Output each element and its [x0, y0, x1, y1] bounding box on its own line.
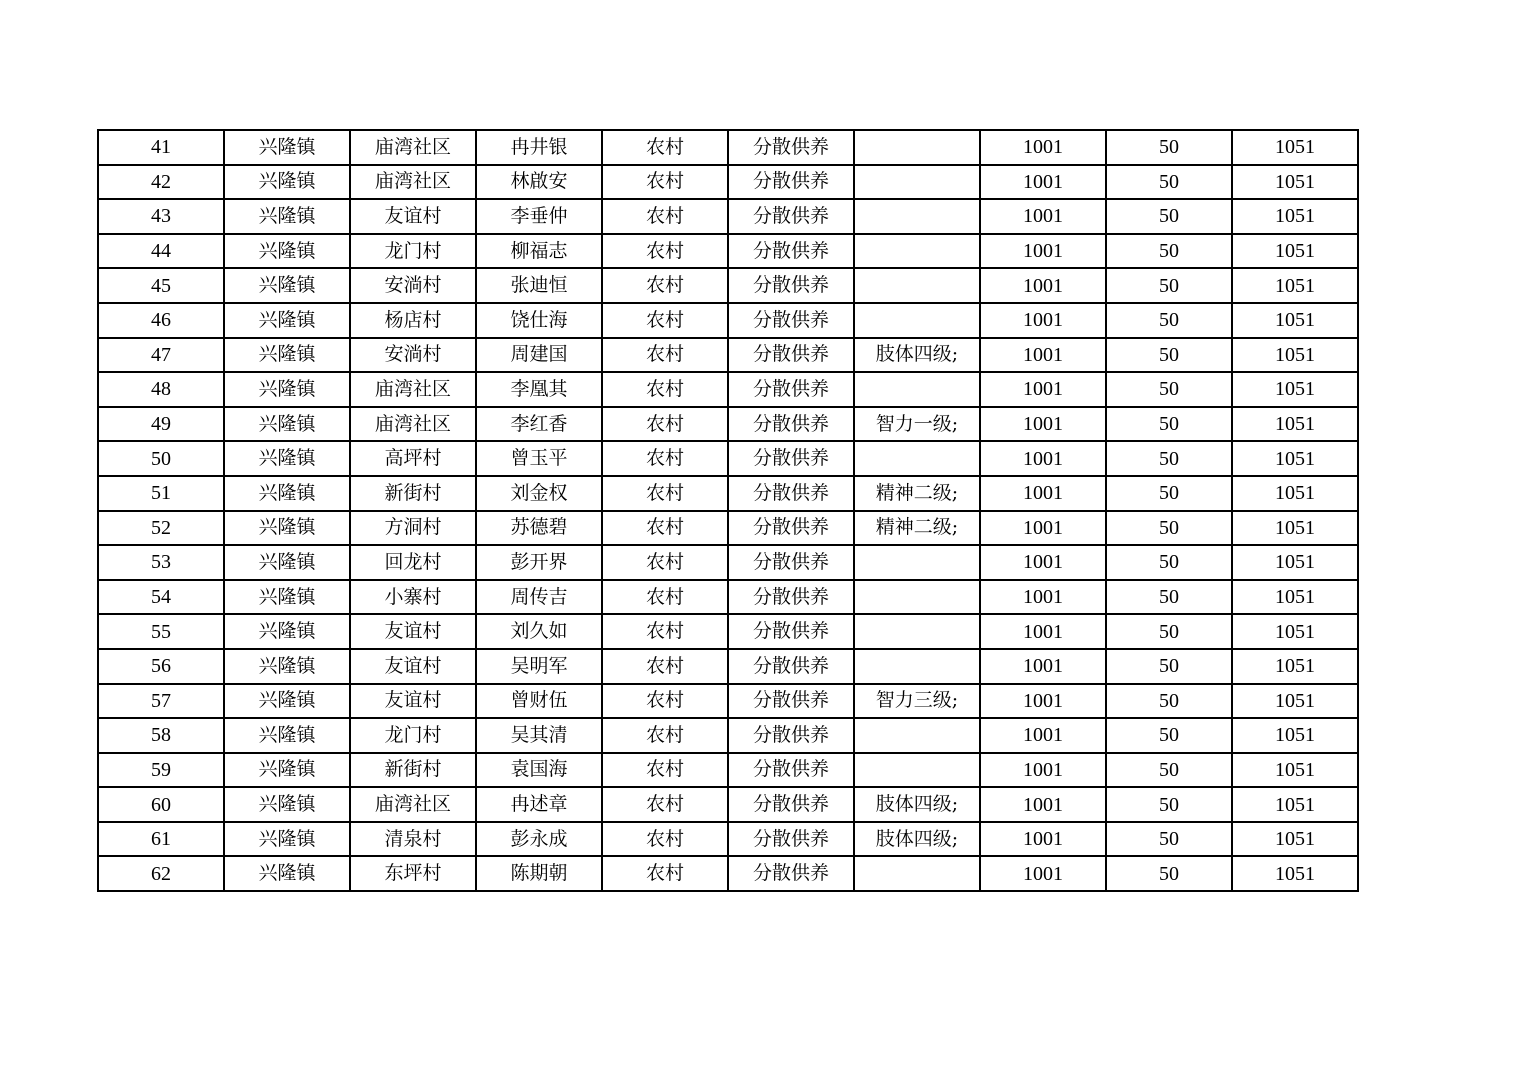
- cell-disability: 肢体四级;: [854, 787, 980, 822]
- cell-town: 兴隆镇: [224, 441, 350, 476]
- cell-base-amount: 1001: [980, 476, 1106, 511]
- cell-total-amount: 1051: [1232, 476, 1358, 511]
- cell-support-type: 分散供养: [728, 303, 854, 338]
- cell-household-type: 农村: [602, 718, 728, 753]
- cell-support-type: 分散供养: [728, 580, 854, 615]
- cell-village: 新街村: [350, 476, 476, 511]
- cell-support-type: 分散供养: [728, 718, 854, 753]
- cell-total-amount: 1051: [1232, 441, 1358, 476]
- cell-total-amount: 1051: [1232, 268, 1358, 303]
- cell-index: 60: [98, 787, 224, 822]
- cell-support-type: 分散供养: [728, 753, 854, 788]
- table-row: [98, 372, 1358, 407]
- cell-town: 兴隆镇: [224, 787, 350, 822]
- cell-extra-amount: 50: [1106, 165, 1232, 200]
- cell-extra-amount: 50: [1106, 787, 1232, 822]
- cell-support-type: 分散供养: [728, 476, 854, 511]
- cell-village: 新街村: [350, 753, 476, 788]
- cell-base-amount: 1001: [980, 407, 1106, 442]
- cell-village: 庙湾社区: [350, 787, 476, 822]
- cell-base-amount: 1001: [980, 753, 1106, 788]
- table-row: [98, 476, 1358, 511]
- cell-name: 曾玉平: [476, 441, 602, 476]
- table-row: [98, 165, 1358, 200]
- cell-base-amount: 1001: [980, 268, 1106, 303]
- cell-base-amount: 1001: [980, 718, 1106, 753]
- cell-index: 61: [98, 822, 224, 857]
- cell-household-type: 农村: [602, 822, 728, 857]
- cell-village: 小寨村: [350, 580, 476, 615]
- cell-support-type: 分散供养: [728, 130, 854, 165]
- table-row: [98, 614, 1358, 649]
- table-row: [98, 441, 1358, 476]
- table-row: [98, 787, 1358, 822]
- cell-support-type: 分散供养: [728, 856, 854, 891]
- cell-disability: [854, 268, 980, 303]
- cell-base-amount: 1001: [980, 130, 1106, 165]
- cell-village: 清泉村: [350, 822, 476, 857]
- cell-village: 庙湾社区: [350, 165, 476, 200]
- cell-household-type: 农村: [602, 614, 728, 649]
- cell-total-amount: 1051: [1232, 787, 1358, 822]
- cell-household-type: 农村: [602, 580, 728, 615]
- cell-disability: [854, 303, 980, 338]
- cell-village: 安淌村: [350, 338, 476, 373]
- roster-body: [98, 130, 1358, 891]
- cell-village: 庙湾社区: [350, 407, 476, 442]
- cell-disability: [854, 718, 980, 753]
- cell-town: 兴隆镇: [224, 130, 350, 165]
- table-row: [98, 511, 1358, 546]
- table-row: [98, 130, 1358, 165]
- cell-town: 兴隆镇: [224, 545, 350, 580]
- cell-extra-amount: 50: [1106, 822, 1232, 857]
- table-row: [98, 718, 1358, 753]
- table-row: [98, 234, 1358, 269]
- cell-total-amount: 1051: [1232, 303, 1358, 338]
- cell-town: 兴隆镇: [224, 165, 350, 200]
- cell-name: 周建国: [476, 338, 602, 373]
- cell-village: 回龙村: [350, 545, 476, 580]
- cell-index: 49: [98, 407, 224, 442]
- cell-name: 柳福志: [476, 234, 602, 269]
- cell-total-amount: 1051: [1232, 234, 1358, 269]
- cell-name: 苏德碧: [476, 511, 602, 546]
- cell-index: 52: [98, 511, 224, 546]
- cell-town: 兴隆镇: [224, 718, 350, 753]
- cell-total-amount: 1051: [1232, 372, 1358, 407]
- cell-base-amount: 1001: [980, 649, 1106, 684]
- cell-household-type: 农村: [602, 372, 728, 407]
- cell-support-type: 分散供养: [728, 787, 854, 822]
- cell-household-type: 农村: [602, 856, 728, 891]
- cell-total-amount: 1051: [1232, 545, 1358, 580]
- cell-name: 刘久如: [476, 614, 602, 649]
- cell-household-type: 农村: [602, 753, 728, 788]
- cell-household-type: 农村: [602, 684, 728, 719]
- cell-index: 56: [98, 649, 224, 684]
- table-row: [98, 268, 1358, 303]
- cell-household-type: 农村: [602, 787, 728, 822]
- cell-extra-amount: 50: [1106, 338, 1232, 373]
- cell-base-amount: 1001: [980, 684, 1106, 719]
- cell-extra-amount: 50: [1106, 407, 1232, 442]
- cell-disability: [854, 856, 980, 891]
- cell-name: 彭永成: [476, 822, 602, 857]
- cell-base-amount: 1001: [980, 165, 1106, 200]
- cell-household-type: 农村: [602, 407, 728, 442]
- cell-extra-amount: 50: [1106, 545, 1232, 580]
- cell-household-type: 农村: [602, 268, 728, 303]
- cell-village: 安淌村: [350, 268, 476, 303]
- cell-base-amount: 1001: [980, 234, 1106, 269]
- table-row: [98, 580, 1358, 615]
- cell-total-amount: 1051: [1232, 580, 1358, 615]
- cell-extra-amount: 50: [1106, 234, 1232, 269]
- cell-index: 46: [98, 303, 224, 338]
- cell-town: 兴隆镇: [224, 234, 350, 269]
- cell-village: 庙湾社区: [350, 130, 476, 165]
- cell-support-type: 分散供养: [728, 372, 854, 407]
- cell-index: 51: [98, 476, 224, 511]
- cell-town: 兴隆镇: [224, 649, 350, 684]
- cell-support-type: 分散供养: [728, 614, 854, 649]
- cell-household-type: 农村: [602, 234, 728, 269]
- cell-index: 43: [98, 199, 224, 234]
- table-row: [98, 684, 1358, 719]
- cell-base-amount: 1001: [980, 338, 1106, 373]
- roster-table: [97, 129, 1359, 892]
- cell-support-type: 分散供养: [728, 268, 854, 303]
- cell-name: 饶仕海: [476, 303, 602, 338]
- cell-total-amount: 1051: [1232, 753, 1358, 788]
- cell-village: 杨店村: [350, 303, 476, 338]
- cell-support-type: 分散供养: [728, 338, 854, 373]
- cell-disability: [854, 130, 980, 165]
- cell-total-amount: 1051: [1232, 649, 1358, 684]
- cell-index: 47: [98, 338, 224, 373]
- cell-household-type: 农村: [602, 303, 728, 338]
- cell-total-amount: 1051: [1232, 856, 1358, 891]
- cell-name: 李红香: [476, 407, 602, 442]
- cell-total-amount: 1051: [1232, 165, 1358, 200]
- cell-support-type: 分散供养: [728, 234, 854, 269]
- cell-household-type: 农村: [602, 441, 728, 476]
- cell-disability: [854, 649, 980, 684]
- cell-index: 41: [98, 130, 224, 165]
- cell-total-amount: 1051: [1232, 718, 1358, 753]
- cell-name: 陈期朝: [476, 856, 602, 891]
- cell-name: 李垂仲: [476, 199, 602, 234]
- cell-household-type: 农村: [602, 165, 728, 200]
- cell-household-type: 农村: [602, 130, 728, 165]
- cell-town: 兴隆镇: [224, 268, 350, 303]
- cell-index: 59: [98, 753, 224, 788]
- cell-disability: 精神二级;: [854, 511, 980, 546]
- cell-extra-amount: 50: [1106, 268, 1232, 303]
- cell-base-amount: 1001: [980, 511, 1106, 546]
- cell-base-amount: 1001: [980, 787, 1106, 822]
- cell-total-amount: 1051: [1232, 684, 1358, 719]
- cell-town: 兴隆镇: [224, 407, 350, 442]
- cell-total-amount: 1051: [1232, 822, 1358, 857]
- cell-total-amount: 1051: [1232, 130, 1358, 165]
- cell-village: 友谊村: [350, 199, 476, 234]
- cell-extra-amount: 50: [1106, 476, 1232, 511]
- cell-disability: [854, 753, 980, 788]
- cell-town: 兴隆镇: [224, 372, 350, 407]
- cell-name: 刘金权: [476, 476, 602, 511]
- cell-base-amount: 1001: [980, 303, 1106, 338]
- table-row: [98, 822, 1358, 857]
- cell-household-type: 农村: [602, 649, 728, 684]
- cell-disability: [854, 372, 980, 407]
- cell-support-type: 分散供养: [728, 199, 854, 234]
- table-row: [98, 303, 1358, 338]
- cell-household-type: 农村: [602, 511, 728, 546]
- table-row: [98, 545, 1358, 580]
- cell-town: 兴隆镇: [224, 753, 350, 788]
- cell-household-type: 农村: [602, 338, 728, 373]
- cell-base-amount: 1001: [980, 822, 1106, 857]
- cell-index: 45: [98, 268, 224, 303]
- cell-extra-amount: 50: [1106, 303, 1232, 338]
- cell-base-amount: 1001: [980, 856, 1106, 891]
- cell-town: 兴隆镇: [224, 199, 350, 234]
- cell-extra-amount: 50: [1106, 614, 1232, 649]
- cell-household-type: 农村: [602, 199, 728, 234]
- cell-disability: 智力三级;: [854, 684, 980, 719]
- cell-village: 庙湾社区: [350, 372, 476, 407]
- cell-extra-amount: 50: [1106, 130, 1232, 165]
- cell-extra-amount: 50: [1106, 441, 1232, 476]
- cell-index: 48: [98, 372, 224, 407]
- cell-index: 54: [98, 580, 224, 615]
- cell-base-amount: 1001: [980, 441, 1106, 476]
- cell-name: 周传吉: [476, 580, 602, 615]
- cell-base-amount: 1001: [980, 614, 1106, 649]
- cell-town: 兴隆镇: [224, 614, 350, 649]
- cell-town: 兴隆镇: [224, 338, 350, 373]
- cell-index: 42: [98, 165, 224, 200]
- cell-total-amount: 1051: [1232, 338, 1358, 373]
- cell-base-amount: 1001: [980, 580, 1106, 615]
- cell-extra-amount: 50: [1106, 856, 1232, 891]
- cell-disability: 肢体四级;: [854, 822, 980, 857]
- cell-village: 东坪村: [350, 856, 476, 891]
- cell-name: 冉井银: [476, 130, 602, 165]
- cell-household-type: 农村: [602, 476, 728, 511]
- cell-base-amount: 1001: [980, 199, 1106, 234]
- cell-village: 龙门村: [350, 234, 476, 269]
- cell-village: 友谊村: [350, 684, 476, 719]
- cell-extra-amount: 50: [1106, 684, 1232, 719]
- cell-support-type: 分散供养: [728, 649, 854, 684]
- cell-village: 友谊村: [350, 614, 476, 649]
- cell-support-type: 分散供养: [728, 684, 854, 719]
- cell-extra-amount: 50: [1106, 511, 1232, 546]
- cell-disability: [854, 545, 980, 580]
- cell-support-type: 分散供养: [728, 165, 854, 200]
- cell-household-type: 农村: [602, 545, 728, 580]
- cell-index: 57: [98, 684, 224, 719]
- table-row: [98, 407, 1358, 442]
- cell-village: 方洞村: [350, 511, 476, 546]
- cell-disability: 肢体四级;: [854, 338, 980, 373]
- cell-base-amount: 1001: [980, 545, 1106, 580]
- cell-disability: [854, 165, 980, 200]
- cell-index: 58: [98, 718, 224, 753]
- cell-index: 55: [98, 614, 224, 649]
- cell-support-type: 分散供养: [728, 545, 854, 580]
- cell-town: 兴隆镇: [224, 856, 350, 891]
- cell-extra-amount: 50: [1106, 718, 1232, 753]
- cell-name: 张迪恒: [476, 268, 602, 303]
- cell-support-type: 分散供养: [728, 441, 854, 476]
- cell-total-amount: 1051: [1232, 614, 1358, 649]
- cell-town: 兴隆镇: [224, 684, 350, 719]
- cell-name: 吴其清: [476, 718, 602, 753]
- cell-disability: [854, 234, 980, 269]
- cell-total-amount: 1051: [1232, 511, 1358, 546]
- cell-support-type: 分散供养: [728, 822, 854, 857]
- cell-town: 兴隆镇: [224, 511, 350, 546]
- cell-index: 44: [98, 234, 224, 269]
- cell-total-amount: 1051: [1232, 407, 1358, 442]
- cell-name: 冉述章: [476, 787, 602, 822]
- cell-name: 李凰其: [476, 372, 602, 407]
- cell-index: 53: [98, 545, 224, 580]
- cell-extra-amount: 50: [1106, 199, 1232, 234]
- cell-village: 高坪村: [350, 441, 476, 476]
- cell-disability: [854, 199, 980, 234]
- cell-name: 林啟安: [476, 165, 602, 200]
- cell-disability: [854, 441, 980, 476]
- cell-total-amount: 1051: [1232, 199, 1358, 234]
- cell-name: 曾财伍: [476, 684, 602, 719]
- cell-town: 兴隆镇: [224, 476, 350, 511]
- cell-name: 袁国海: [476, 753, 602, 788]
- cell-name: 吴明军: [476, 649, 602, 684]
- cell-disability: 智力一级;: [854, 407, 980, 442]
- cell-support-type: 分散供养: [728, 407, 854, 442]
- cell-disability: [854, 580, 980, 615]
- table-row: [98, 753, 1358, 788]
- cell-extra-amount: 50: [1106, 580, 1232, 615]
- cell-extra-amount: 50: [1106, 753, 1232, 788]
- cell-village: 友谊村: [350, 649, 476, 684]
- cell-village: 龙门村: [350, 718, 476, 753]
- cell-base-amount: 1001: [980, 372, 1106, 407]
- cell-extra-amount: 50: [1106, 649, 1232, 684]
- cell-name: 彭开界: [476, 545, 602, 580]
- cell-index: 50: [98, 441, 224, 476]
- cell-disability: 精神二级;: [854, 476, 980, 511]
- cell-support-type: 分散供养: [728, 511, 854, 546]
- cell-town: 兴隆镇: [224, 822, 350, 857]
- cell-index: 62: [98, 856, 224, 891]
- cell-town: 兴隆镇: [224, 303, 350, 338]
- cell-disability: [854, 614, 980, 649]
- table-row: [98, 856, 1358, 891]
- table-row: [98, 649, 1358, 684]
- cell-extra-amount: 50: [1106, 372, 1232, 407]
- cell-town: 兴隆镇: [224, 580, 350, 615]
- table-row: [98, 338, 1358, 373]
- table-row: [98, 199, 1358, 234]
